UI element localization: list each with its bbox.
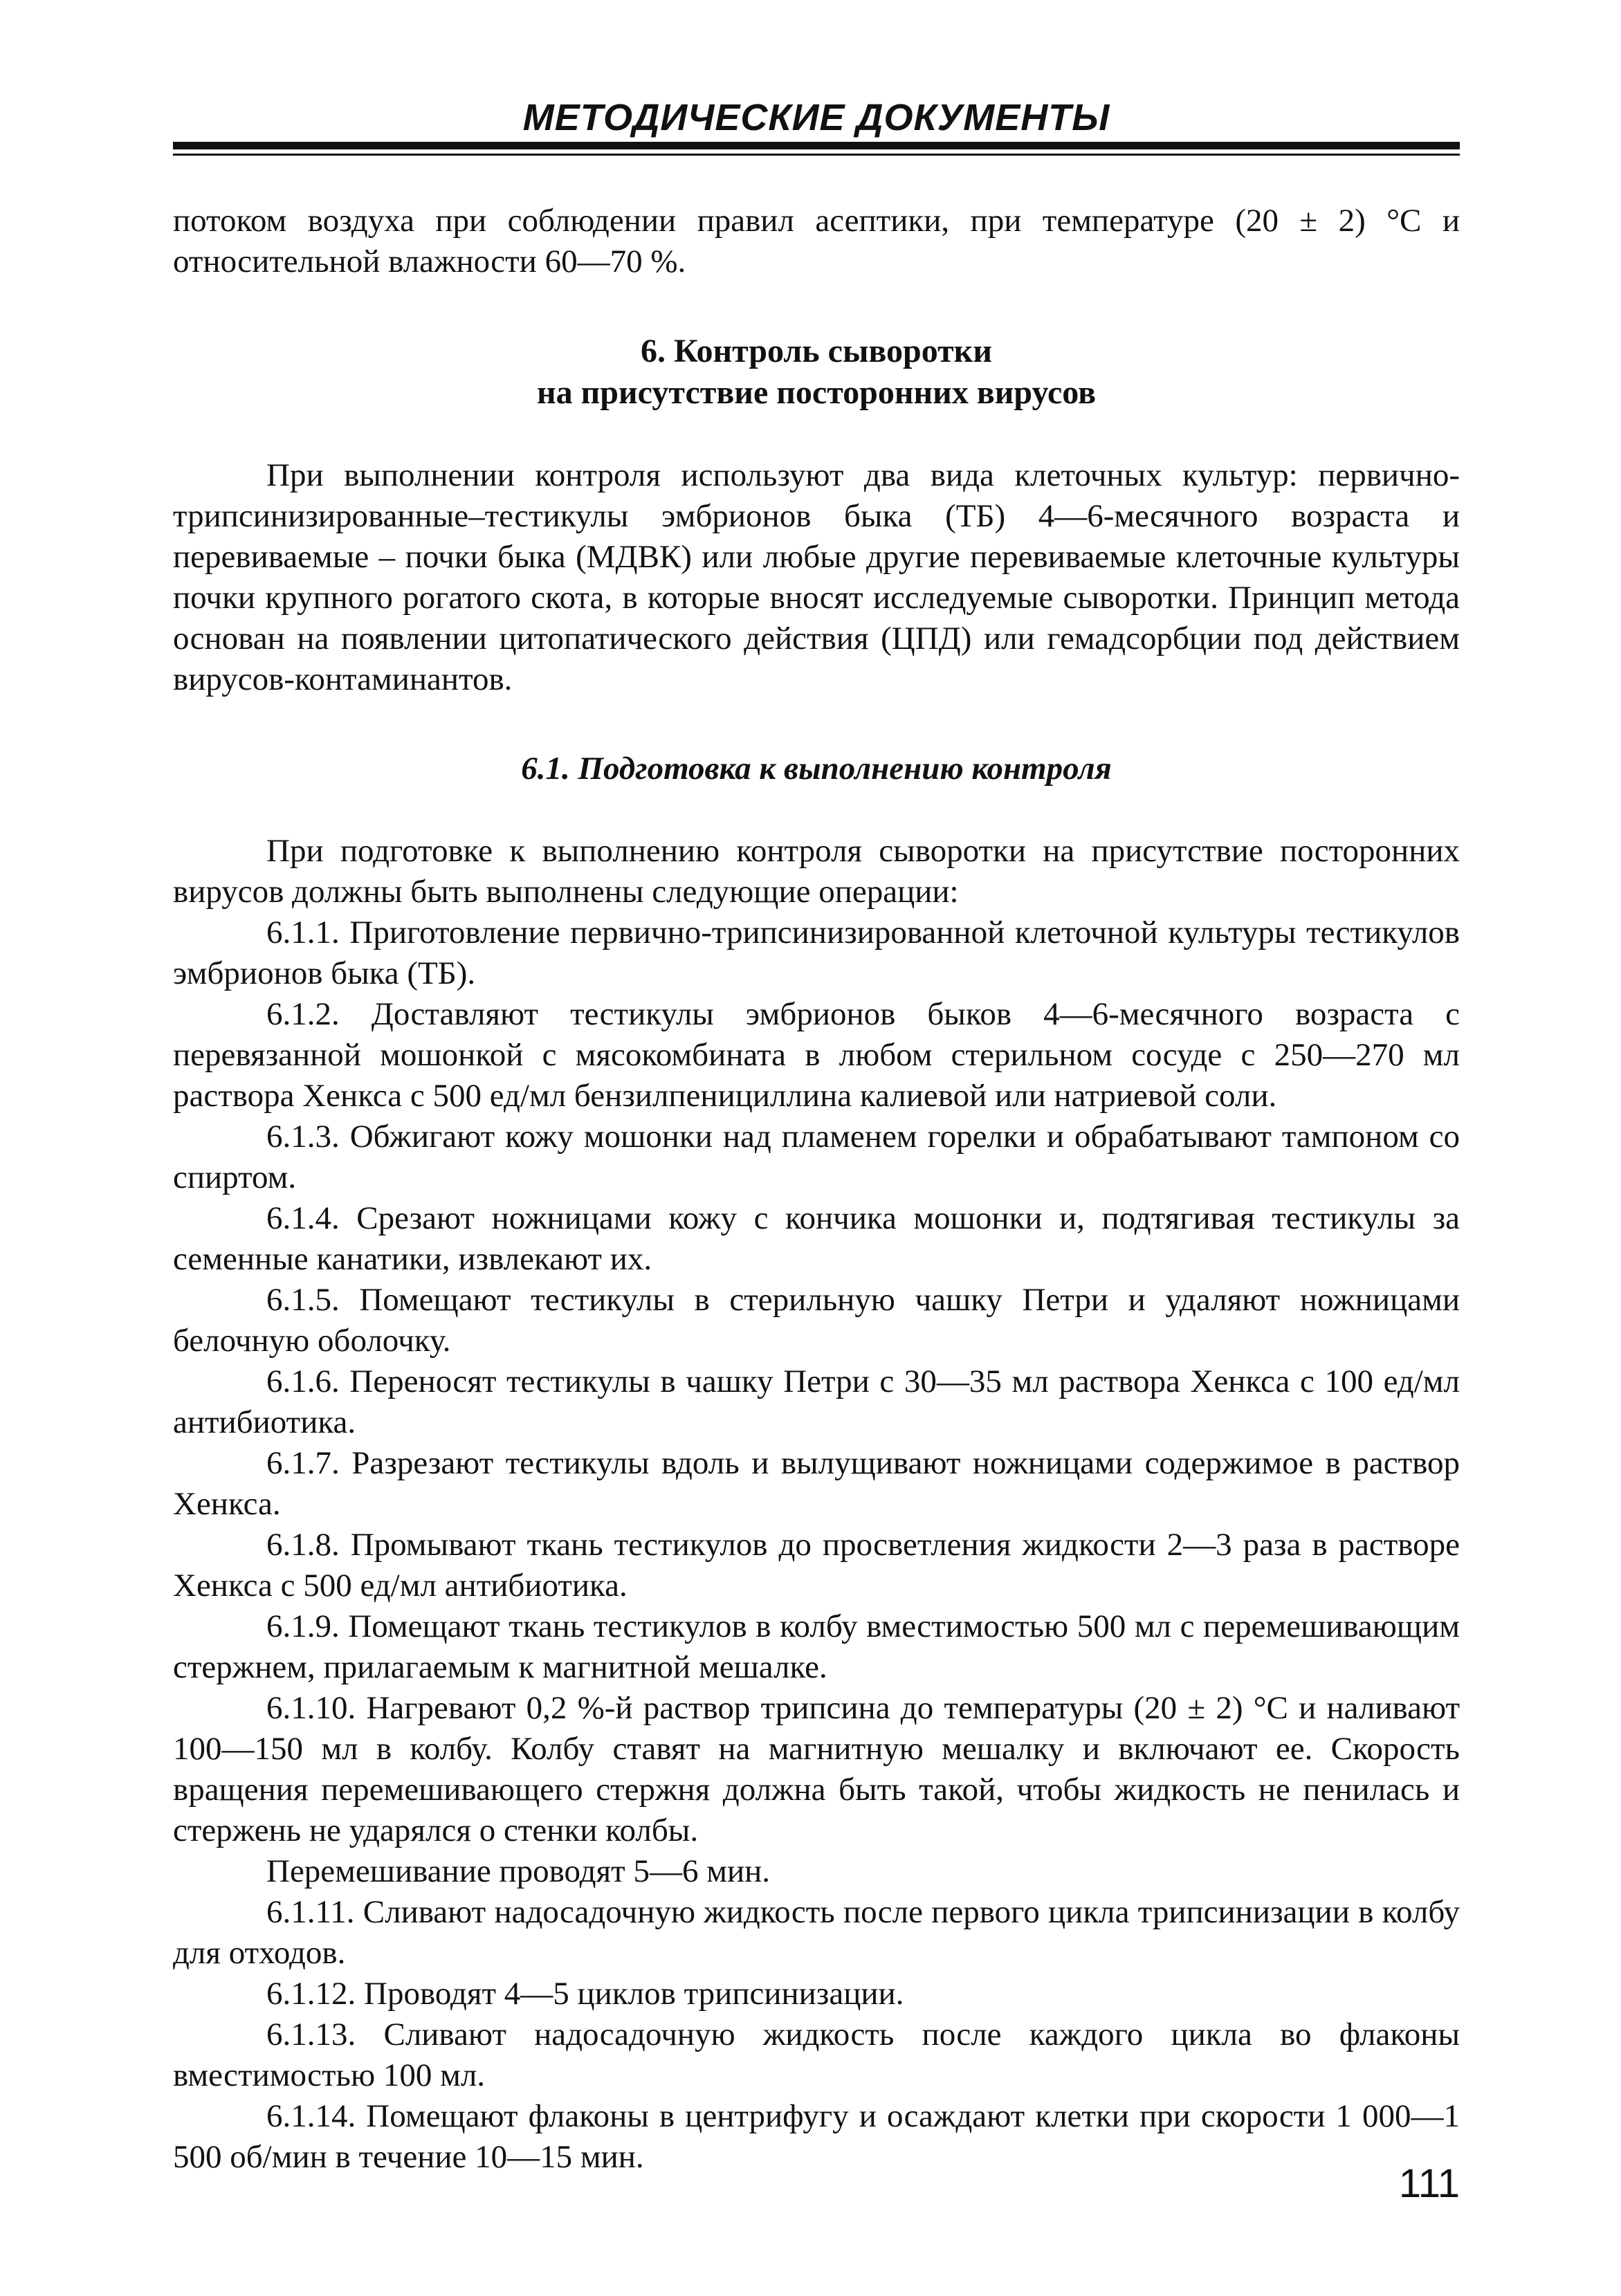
list-item-6-1-1: 6.1.1. Приготовление первично-трипсинизированной клеточной культуры тестикулов эмбрионов быка (ТБ).	[173, 915, 1460, 991]
list-item-6-1-10: 6.1.10. Нагревают 0,2 %-й раствор трипсина до температуры (20 ± 2) °C и наливают 100—150 мл в колбу. Колбу ставят на магнитную мешалку и включают ее. Скорость вращения перемешивающего стержня должна быть такой, чтобы жидкость не пенилась и стержень не ударялся о стенки колбы.	[173, 1690, 1460, 1848]
list-item-6-1-5: 6.1.5. Помещают тестикулы в стерильную чашку Петри и удаляют ножницами белочную оболочку.	[173, 1282, 1460, 1359]
list-item-6-1-11: 6.1.11. Сливают надосадочную жидкость после первого цикла трипсинизации в колбу для отходов.	[173, 1894, 1460, 1971]
list-item-6-1-7: 6.1.7. Разрезают тестикулы вдоль и вылущивают ножницами содержимое в раствор Хенкса.	[173, 1445, 1460, 1522]
header-rule-thick	[173, 142, 1460, 149]
list-item-6-1-4: 6.1.4. Срезают ножницами кожу с кончика мошонки и, подтягивая тестикулы за семенные канатики, извлекают их.	[173, 1200, 1460, 1277]
list-item-6-1-2: 6.1.2. Доставляют тестикулы эмбрионов быков 4—6-месячного возраста с перевязанной мошонкой с мясокомбината в любом стерильном сосуде с 250—270 мл раствора Хенкса с 500 ед/мл бензилпенициллина калиевой или натриевой соли.	[173, 996, 1460, 1114]
list-item-6-1-3: 6.1.3. Обжигают кожу мошонки над пламенем горелки и обрабатывают тампоном со спиртом.	[173, 1119, 1460, 1195]
section-6-title-line-1: 6. Контроль сыворотки	[641, 333, 992, 369]
list-item-6-1-12: 6.1.12. Проводят 4—5 циклов трипсинизации.	[266, 1976, 904, 2012]
page-body	[173, 201, 1460, 2178]
list-item-mixing-note: Перемешивание проводят 5—6 мин.	[266, 1853, 770, 1889]
list-item-6-1-14: 6.1.14. Помещают флаконы в центрифугу и осаждают клетки при скорости 1 000—1 500 об/мин в течение 10—15 мин.	[173, 2098, 1460, 2175]
subsection-6-1-title: 6.1. Подготовка к выполнению контроля	[521, 751, 1112, 787]
list-item-6-1-9: 6.1.9. Помещают ткань тестикулов в колбу вместимостью 500 мл с перемешивающим стержнем, прилагаемым к магнитной мешалке.	[173, 1608, 1460, 1685]
section-6-title-line-2: на присутствие посторонних вирусов	[536, 374, 1097, 411]
section-6-paragraph: При выполнении контроля используют два вида клеточных культур: первично-трипсинизированные–тестикулы эмбрионов быка (ТБ) 4—6-месячного возраста и перевиваемые – почки быка (МДВК) или любые другие перевиваемые клеточные культуры почки крупного рогатого скота, в которые вносят исследуемые сыворотки. Принцип метода основан на появлении цитопатического действия (ЦПД) или гемадсорбции под действием вирусов-контаминантов.	[173, 457, 1460, 697]
subsection-6-1-intro: При подготовке к выполнению контроля сыворотки на присутствие посторонних вирусов должны быть выполнены следующие операции:	[173, 833, 1460, 910]
intro-paragraph: потоком воздуха при соблюдении правил асептики, при температуре (20 ± 2) °C и относительной влажности 60—70 %.	[173, 203, 1460, 279]
list-item-6-1-6: 6.1.6. Переносят тестикулы в чашку Петри с 30—35 мл раствора Хенкса с 100 ед/мл антибиотика.	[173, 1363, 1460, 1440]
list-item-6-1-13: 6.1.13. Сливают надосадочную жидкость после каждого цикла во флаконы вместимостью 100 мл.	[173, 2017, 1460, 2093]
list-item-6-1-8: 6.1.8. Промывают ткань тестикулов до просветления жидкости 2—3 раза в растворе Хенкса с 500 ед/мл антибиотика.	[173, 1527, 1460, 1604]
page-number: 111	[1398, 2161, 1460, 2206]
header-rule-thin	[173, 154, 1460, 156]
running-header-title: МЕТОДИЧЕСКИЕ ДОКУМЕНТЫ	[522, 97, 1110, 138]
